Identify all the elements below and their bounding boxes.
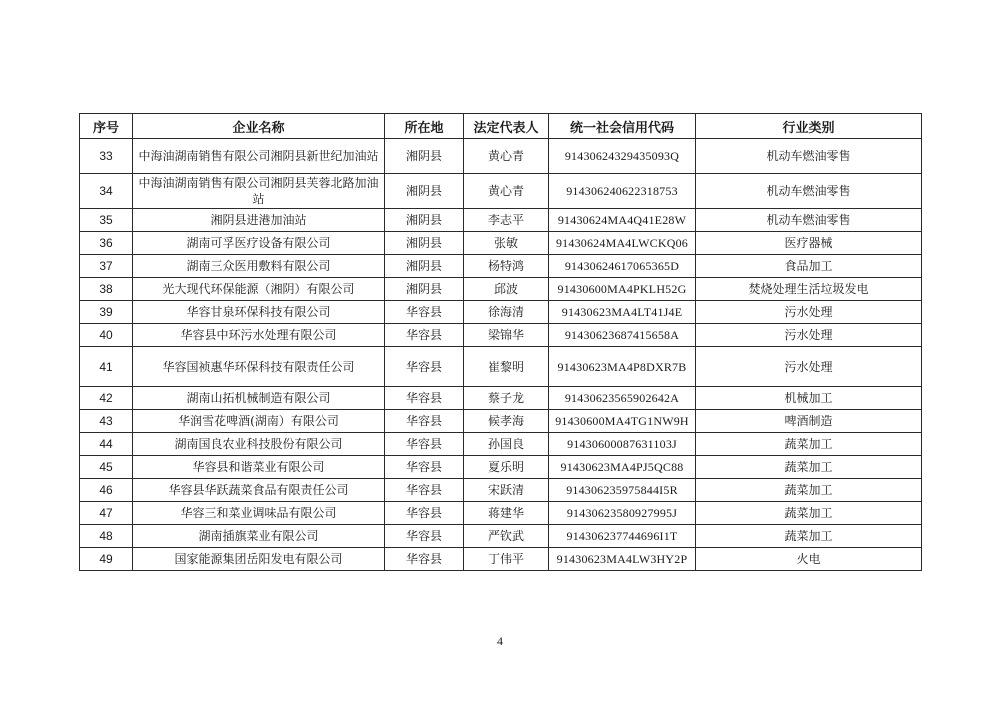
credit-code: 914306235975844I5R bbox=[549, 479, 696, 502]
industry-category: 污水处理 bbox=[696, 347, 922, 387]
legal-representative: 黄心青 bbox=[464, 139, 549, 174]
row-index: 39 bbox=[80, 301, 133, 324]
legal-representative: 严钦武 bbox=[464, 525, 549, 548]
credit-code: 91430600MA4TG1NW9H bbox=[549, 410, 696, 433]
company-name: 华容县华跃蔬菜食品有限责任公司 bbox=[133, 479, 385, 502]
company-name: 湖南可孚医疗设备有限公司 bbox=[133, 232, 385, 255]
location: 湘阴县 bbox=[385, 232, 464, 255]
legal-representative: 徐海清 bbox=[464, 301, 549, 324]
location: 华容县 bbox=[385, 410, 464, 433]
credit-code: 91430624MA4LWCKQ06 bbox=[549, 232, 696, 255]
credit-code: 914306240622318753 bbox=[549, 174, 696, 209]
table-row bbox=[80, 479, 922, 502]
row-index: 42 bbox=[80, 387, 133, 410]
row-index: 34 bbox=[80, 174, 133, 209]
legal-representative: 候孝海 bbox=[464, 410, 549, 433]
credit-code: 91430624329435093Q bbox=[549, 139, 696, 174]
enterprise-table bbox=[79, 113, 922, 571]
legal-representative: 夏乐明 bbox=[464, 456, 549, 479]
industry-category: 污水处理 bbox=[696, 301, 922, 324]
industry-category: 食品加工 bbox=[696, 255, 922, 278]
legal-representative: 杨特鸿 bbox=[464, 255, 549, 278]
table-row bbox=[80, 255, 922, 278]
legal-representative: 梁锦华 bbox=[464, 324, 549, 347]
table-body bbox=[80, 139, 922, 571]
location: 华容县 bbox=[385, 387, 464, 410]
industry-category: 机动车燃油零售 bbox=[696, 139, 922, 174]
industry-category: 蔬菜加工 bbox=[696, 456, 922, 479]
legal-representative: 崔黎明 bbox=[464, 347, 549, 387]
table-row bbox=[80, 525, 922, 548]
industry-category: 机械加工 bbox=[696, 387, 922, 410]
industry-category: 焚烧处理生活垃圾发电 bbox=[696, 278, 922, 301]
location: 华容县 bbox=[385, 525, 464, 548]
industry-category: 蔬菜加工 bbox=[696, 479, 922, 502]
header-industry: 行业类别 bbox=[696, 114, 922, 139]
header-legal-rep: 法定代表人 bbox=[464, 114, 549, 139]
row-index: 43 bbox=[80, 410, 133, 433]
industry-category: 污水处理 bbox=[696, 324, 922, 347]
table-row bbox=[80, 410, 922, 433]
table-row bbox=[80, 174, 922, 209]
company-name: 湘阴县进港加油站 bbox=[133, 209, 385, 232]
table-row bbox=[80, 548, 922, 571]
company-name: 湖南国良农业科技股份有限公司 bbox=[133, 433, 385, 456]
company-name: 华容甘泉环保科技有限公司 bbox=[133, 301, 385, 324]
table-header bbox=[80, 114, 922, 139]
company-name: 湖南三众医用敷料有限公司 bbox=[133, 255, 385, 278]
location: 湘阴县 bbox=[385, 278, 464, 301]
company-name: 华容县中环污水处理有限公司 bbox=[133, 324, 385, 347]
table-row bbox=[80, 387, 922, 410]
row-index: 48 bbox=[80, 525, 133, 548]
credit-code: 91430623MA4LT41J4E bbox=[549, 301, 696, 324]
legal-representative: 张敏 bbox=[464, 232, 549, 255]
credit-code: 91430623MA4P8DXR7B bbox=[549, 347, 696, 387]
table-row bbox=[80, 456, 922, 479]
location: 湘阴县 bbox=[385, 209, 464, 232]
header-index: 序号 bbox=[80, 114, 133, 139]
location: 华容县 bbox=[385, 548, 464, 571]
location: 华容县 bbox=[385, 301, 464, 324]
location: 湘阴县 bbox=[385, 139, 464, 174]
company-name: 湖南山拓机械制造有限公司 bbox=[133, 387, 385, 410]
legal-representative: 蒋建华 bbox=[464, 502, 549, 525]
legal-representative: 黄心青 bbox=[464, 174, 549, 209]
industry-category: 火电 bbox=[696, 548, 922, 571]
row-index: 45 bbox=[80, 456, 133, 479]
legal-representative: 邱波 bbox=[464, 278, 549, 301]
row-index: 35 bbox=[80, 209, 133, 232]
table-row bbox=[80, 347, 922, 387]
row-index: 41 bbox=[80, 347, 133, 387]
table-row bbox=[80, 324, 922, 347]
location: 湘阴县 bbox=[385, 255, 464, 278]
row-index: 44 bbox=[80, 433, 133, 456]
credit-code: 91430624617065365D bbox=[549, 255, 696, 278]
table-row bbox=[80, 139, 922, 174]
industry-category: 蔬菜加工 bbox=[696, 502, 922, 525]
header-location: 所在地 bbox=[385, 114, 464, 139]
company-name: 华容三和菜业调味品有限公司 bbox=[133, 502, 385, 525]
industry-category: 医疗器械 bbox=[696, 232, 922, 255]
row-index: 40 bbox=[80, 324, 133, 347]
location: 华容县 bbox=[385, 502, 464, 525]
industry-category: 机动车燃油零售 bbox=[696, 209, 922, 232]
legal-representative: 蔡子龙 bbox=[464, 387, 549, 410]
credit-code: 91430623687415658A bbox=[549, 324, 696, 347]
credit-code: 91430624MA4Q41E28W bbox=[549, 209, 696, 232]
table-row bbox=[80, 278, 922, 301]
legal-representative: 孙国良 bbox=[464, 433, 549, 456]
row-index: 49 bbox=[80, 548, 133, 571]
table-row bbox=[80, 502, 922, 525]
table-row bbox=[80, 433, 922, 456]
credit-code: 914306237744696I1T bbox=[549, 525, 696, 548]
location: 华容县 bbox=[385, 433, 464, 456]
row-index: 38 bbox=[80, 278, 133, 301]
industry-category: 啤酒制造 bbox=[696, 410, 922, 433]
company-name: 华容国祯惠华环保科技有限责任公司 bbox=[133, 347, 385, 387]
table-row bbox=[80, 209, 922, 232]
location: 华容县 bbox=[385, 456, 464, 479]
company-name: 湖南插旗菜业有限公司 bbox=[133, 525, 385, 548]
industry-category: 蔬菜加工 bbox=[696, 525, 922, 548]
table-row bbox=[80, 232, 922, 255]
location: 华容县 bbox=[385, 324, 464, 347]
credit-code: 91430600087631103J bbox=[549, 433, 696, 456]
credit-code: 91430623MA4LW3HY2P bbox=[549, 548, 696, 571]
industry-category: 蔬菜加工 bbox=[696, 433, 922, 456]
credit-code: 91430623MA4PJ5QC88 bbox=[549, 456, 696, 479]
company-name: 华润雪花啤酒(湖南）有限公司 bbox=[133, 410, 385, 433]
location: 湘阴县 bbox=[385, 174, 464, 209]
row-index: 36 bbox=[80, 232, 133, 255]
credit-code: 91430623565902642A bbox=[549, 387, 696, 410]
legal-representative: 丁伟平 bbox=[464, 548, 549, 571]
table-row bbox=[80, 301, 922, 324]
row-index: 33 bbox=[80, 139, 133, 174]
company-name: 光大现代环保能源（湘阴）有限公司 bbox=[133, 278, 385, 301]
row-index: 37 bbox=[80, 255, 133, 278]
company-name: 中海油湖南销售有限公司湘阴县新世纪加油站 bbox=[133, 139, 385, 174]
row-index: 47 bbox=[80, 502, 133, 525]
company-name: 中海油湖南销售有限公司湘阴县芙蓉北路加油站 bbox=[133, 174, 385, 209]
company-name: 华容县和谐菜业有限公司 bbox=[133, 456, 385, 479]
legal-representative: 李志平 bbox=[464, 209, 549, 232]
location: 华容县 bbox=[385, 347, 464, 387]
legal-representative: 宋跃清 bbox=[464, 479, 549, 502]
location: 华容县 bbox=[385, 479, 464, 502]
credit-code: 91430600MA4PKLH52G bbox=[549, 278, 696, 301]
header-company-name: 企业名称 bbox=[133, 114, 385, 139]
industry-category: 机动车燃油零售 bbox=[696, 174, 922, 209]
page-number: 4 bbox=[497, 634, 503, 648]
company-name: 国家能源集团岳阳发电有限公司 bbox=[133, 548, 385, 571]
credit-code: 91430623580927995J bbox=[549, 502, 696, 525]
row-index: 46 bbox=[80, 479, 133, 502]
header-credit-code: 统一社会信用代码 bbox=[549, 114, 696, 139]
